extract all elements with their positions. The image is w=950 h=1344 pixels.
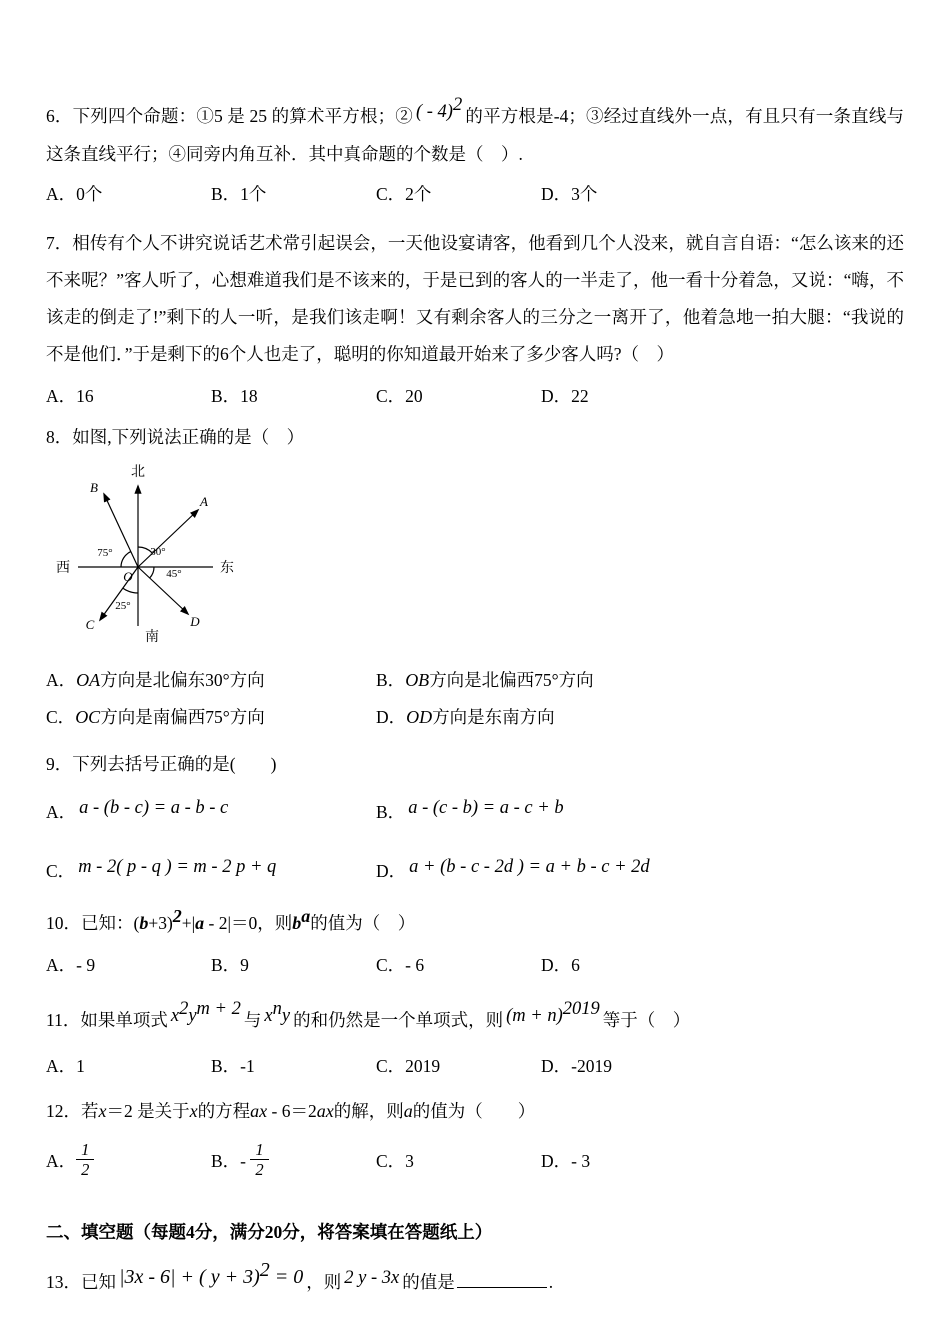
question-11-option-b: B．-1: [211, 1056, 255, 1076]
question-10-option-d: D．6: [541, 955, 580, 975]
question-8-option-a: A．OA方向是北偏东30°方向: [46, 670, 265, 690]
question-7-option-a: A．16: [46, 386, 94, 406]
question-11-option-c: C．2019: [376, 1056, 441, 1076]
question-10-option-c: C．- 6: [376, 955, 425, 975]
question-9-option-a: A． a - (b - c) = a - b - c: [46, 798, 229, 822]
question-8: [46, 419, 904, 736]
angle-75-label: 75°: [97, 547, 113, 559]
question-6-option-a: A．0个: [46, 184, 103, 204]
question-6-options: [46, 179, 904, 209]
question-12-option-d: D．- 3: [541, 1151, 591, 1171]
question-10-stem: 10．已知：$(b+3)^2+|a - 2|=0$，则$b^a$的值为（ ）: [46, 906, 416, 933]
question-12-option-a: A． $\frac{1}{2}$: [46, 1138, 211, 1184]
question-6-option-d: D．3个: [541, 184, 598, 204]
angle-arc-45: [150, 567, 154, 578]
south-label: 南: [145, 630, 159, 645]
question-8-option-c: C．OC方向是南偏西75°方向: [46, 707, 265, 727]
question-12-options: [46, 1138, 904, 1184]
ray-oa: [138, 510, 198, 567]
origin-label: O: [123, 569, 133, 584]
question-12-stem: 12．若x＝2 是关于x的方程ax - 6＝2ax的解，则a的值为（ ）: [46, 1101, 536, 1121]
west-label: 西: [56, 561, 70, 576]
question-9: [46, 746, 904, 889]
question-9-stem: 9．下列去括号正确的是( ): [46, 754, 277, 774]
question-7: [46, 225, 904, 411]
question-7-option-d: D．22: [541, 386, 589, 406]
question-10-option-a: A．- 9: [46, 955, 96, 975]
question-6-option-b: B．1个: [211, 184, 267, 204]
question-12-option-c: C．3: [376, 1151, 414, 1171]
angle-arc-75: [121, 552, 131, 567]
question-9-option-d: D． a + (b - c - 2d ) = a + b - c + 2d: [376, 857, 650, 881]
angle-45-label: 45°: [166, 568, 182, 580]
question-6-option-c: C．2个: [376, 184, 432, 204]
question-7-option-b: B．18: [211, 386, 258, 406]
question-8-option-b: B．OB方向是北偏西75°方向: [376, 670, 594, 690]
compass-direction-diagram: [48, 462, 258, 654]
question-9-option-b: B． a - (c - b) = a - c + b: [376, 798, 564, 822]
point-a-label: A: [200, 494, 208, 509]
question-13-stem: 13．已知 |3x - 6| + ( y + 3)$^2$ = 0 ，则 2 y - 3x 的值是 .: [46, 1259, 554, 1292]
question-9-options: [46, 795, 904, 889]
question-11-option-d: D．-2019: [541, 1056, 612, 1076]
question-11-stem: 11．如果单项式 $x^2y^{m + 2}$与 $x^ny$ 的和仍然是一个单项式，则 $(m + n)^{2019}$等于（ ）: [46, 999, 691, 1030]
question-10-options: [46, 950, 904, 980]
east-label: 东: [220, 561, 234, 576]
question-10: [46, 905, 904, 980]
point-c-label: C: [85, 617, 95, 632]
question-12: [46, 1093, 904, 1184]
question-7-option-c: C．20: [376, 386, 423, 406]
question-8-stem: 8．如图,下列说法正确的是（ ）: [46, 427, 305, 447]
point-d-label: D: [190, 614, 200, 629]
question-6-stem: 6．下列四个命题：①5 是 25 的算术平方根；② ( - 4)$^2$的平方根是-4；③经过直线外一点，有且只有一条直线与这条直线平行；④同旁内角互补．其中真命题的个数是（ ）.: [46, 95, 905, 164]
north-label: 北: [131, 465, 145, 480]
point-b-label: B: [90, 480, 98, 495]
question-11-options: [46, 1051, 904, 1081]
angle-30-label: 30°: [150, 546, 166, 558]
question-11: [46, 998, 904, 1081]
question-8-options: [46, 662, 904, 736]
question-6: [46, 95, 905, 209]
angle-25-label: 25°: [115, 600, 131, 612]
question-7-options: [46, 381, 904, 411]
angle-arc-25: [123, 588, 138, 593]
question-7-stem: 7．相传有个人不讲究说话艺术常引起误会，一天他设宴请客，他看到几个人没来，就自言自语：“怎么该来的还不来呢？”客人听了，心想难道我们是不该来的，于是已到的客人的一半走了，他一看十分着急，又说：“嗨，不该走的倒走了!”剩下的人一听，是我们该走啊！又有剩余客人的三分之一离开了，他着急地一拍大腿：“我说的不是他们．”于是剩下的6个人也走了，聪明的你知道最开始来了多少客人吗?（ ）: [46, 233, 904, 364]
question-8-option-d: D．OD方向是东南方向: [376, 707, 555, 727]
question-12-option-b: B．- $\frac{1}{2}$: [211, 1138, 376, 1184]
question-10-option-b: B．9: [211, 955, 249, 975]
section-2-header: 二、填空题（每题4分，满分20分，将答案填在答题纸上）: [46, 1222, 493, 1242]
question-11-option-a: A．1: [46, 1056, 85, 1076]
question-9-option-c: C． m - 2( p - q ) = m - 2 p + q: [46, 857, 277, 881]
question-13: [46, 1259, 904, 1306]
